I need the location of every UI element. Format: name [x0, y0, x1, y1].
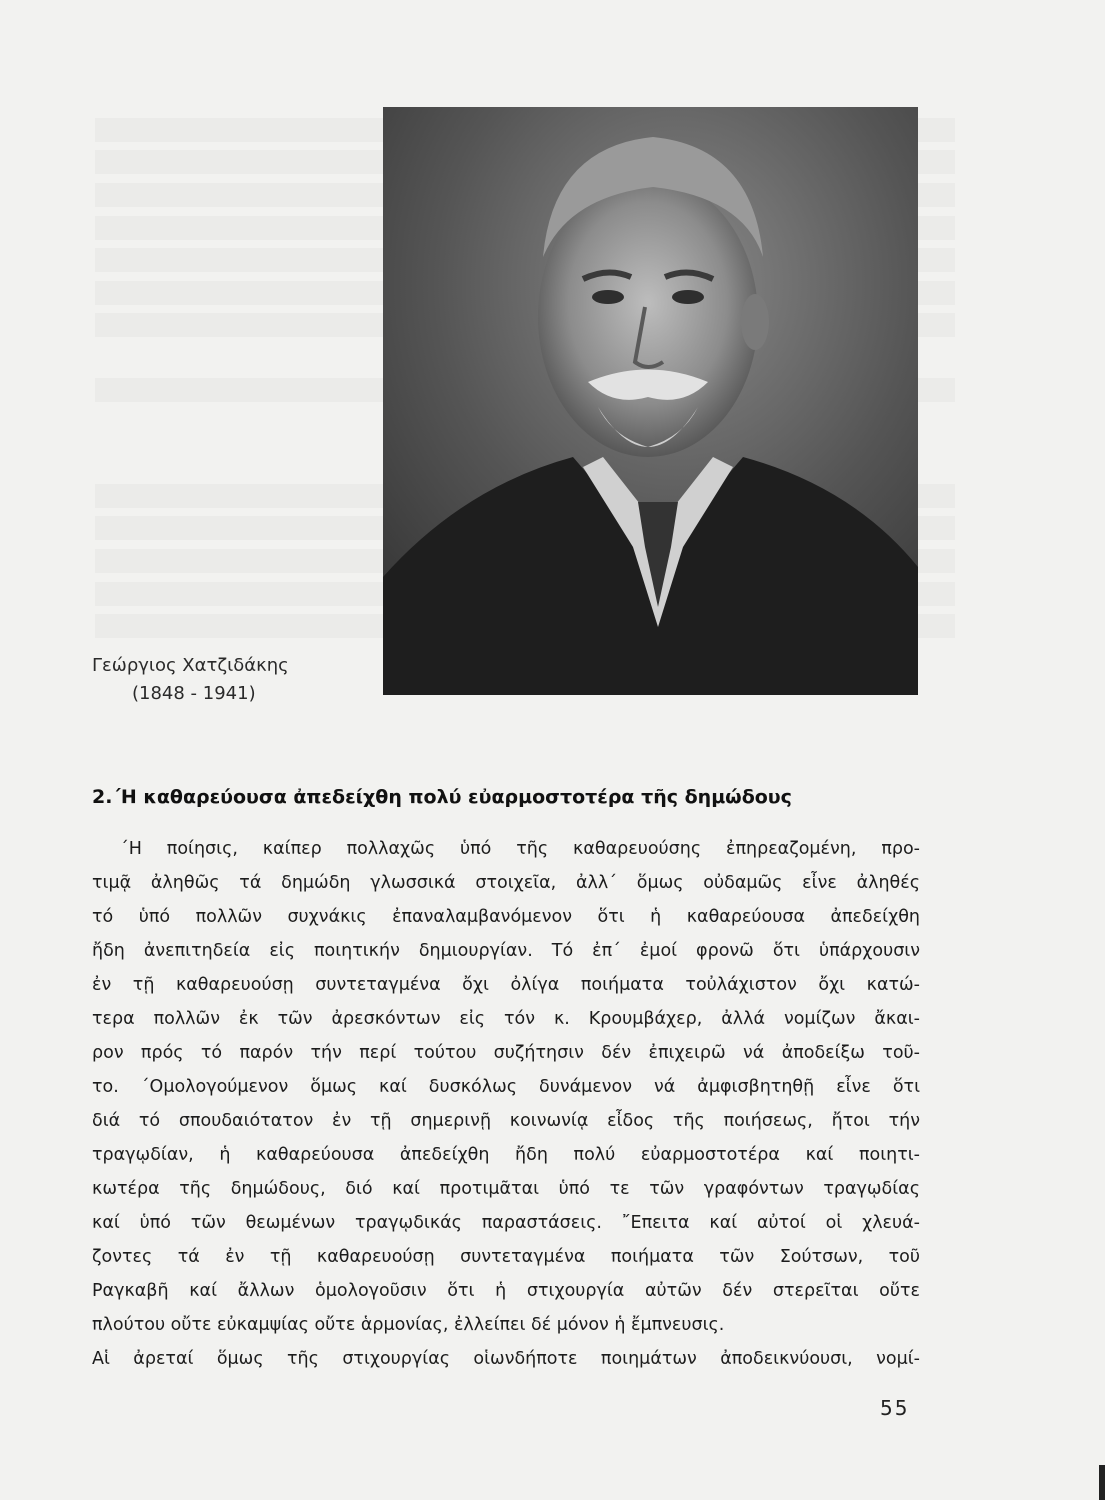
portrait-photo: [383, 107, 918, 695]
body-paragraph: [92, 832, 920, 1376]
text-line: καί ὑπό τῶν θεωμένων τραγῳδικάς παραστάσεις. ῎Επειτα καί αὐτοί οἱ χλευά-: [92, 1213, 920, 1233]
scan-edge: [1099, 1465, 1105, 1500]
text-line: Αἱ ἀρεταί ὅμως τῆς στιχουργίας οἱωνδήποτε ποιημάτων ἀποδεικνύουσι, νομί-: [92, 1349, 920, 1369]
text-line: διά τό σπουδαιότατον ἐν τῇ σημερινῇ κοινωνίᾳ εἶδος τῆς ποιήσεως, ἤτοι τήν: [92, 1111, 920, 1131]
photo-caption: [92, 652, 382, 708]
text-line: τραγῳδίαν, ἡ καθαρεύουσα ἀπεδείχθη ἤδη πολύ εὐαρμοστοτέρα καί ποιητι-: [92, 1145, 920, 1165]
text-line: τερα πολλῶν ἐκ τῶν ἀρεσκόντων εἰς τόν κ. Κρουμβάχερ, ἀλλά νομίζων ἄκαι-: [92, 1009, 920, 1029]
text-line: ἤδη ἀνεπιτηδεία εἰς ποιητικήν δημιουργίαν. Τό ἐπ΄ ἐμοί φρονῶ ὅτι ὑπάρχουσιν: [92, 941, 920, 961]
text-line: ΄Η ποίησις, καίπερ πολλαχῶς ὑπό τῆς καθαρευούσης ἐπηρεαζομένη, προ-: [120, 839, 920, 859]
text-line: τό ὑπό πολλῶν συχνάκις ἐπαναλαμβανόμενον ὅτι ἡ καθαρεύουσα ἀπεδείχθη: [92, 907, 920, 927]
text-line: ρον πρός τό παρόν τήν περί τούτου συζήτησιν δέν ἐπιχειρῶ νά ἀποδείξω τοῦ-: [92, 1043, 920, 1063]
caption-name: Γεώργιος Χατζιδάκης: [92, 655, 289, 676]
text-line: τιμᾷ ἀληθῶς τά δημώδη γλωσσικά στοιχεῖα, ἀλλ΄ ὅμως οὐδαμῶς εἶνε ἀληθές: [92, 873, 920, 893]
text-line: Ραγκαβῆ καί ἄλλων ὁμολογοῦσιν ὅτι ἡ στιχουργία αὐτῶν δέν στερεῖται οὔτε: [92, 1281, 920, 1301]
text-line: ἐν τῇ καθαρευούσῃ συντεταγμένα ὄχι ὀλίγα ποιήματα τοὐλάχιστον ὄχι κατώ-: [92, 975, 920, 995]
text-line: πλούτου οὔτε εὐκαμψίας οὔτε ἁρμονίας, ἐλλείπει δέ μόνον ἡ ἔμπνευσις.: [92, 1315, 725, 1335]
text-line: το. ΄Ομολογούμενον ὅμως καί δυσκόλως δυνάμενον νά ἀμφισβητηθῇ εἶνε ὅτι: [92, 1077, 920, 1097]
portrait-illustration: [383, 107, 918, 695]
section-heading: 2.΄Η καθαρεύουσα ἀπεδείχθη πολύ εὐαρμοστοτέρα τῆς δημώδους: [92, 786, 792, 808]
page-number: 55: [880, 1396, 910, 1420]
text-line: ζοντες τά ἐν τῇ καθαρευούσῃ συντεταγμένα ποιήματα τῶν Σούτσων, τοῦ: [92, 1247, 920, 1267]
caption-dates: (1848 - 1941): [132, 683, 256, 704]
text-line: κωτέρα τῆς δημώδους, διό καί προτιμᾶται ὑπό τε τῶν γραφόντων τραγῳδίας: [92, 1179, 920, 1199]
